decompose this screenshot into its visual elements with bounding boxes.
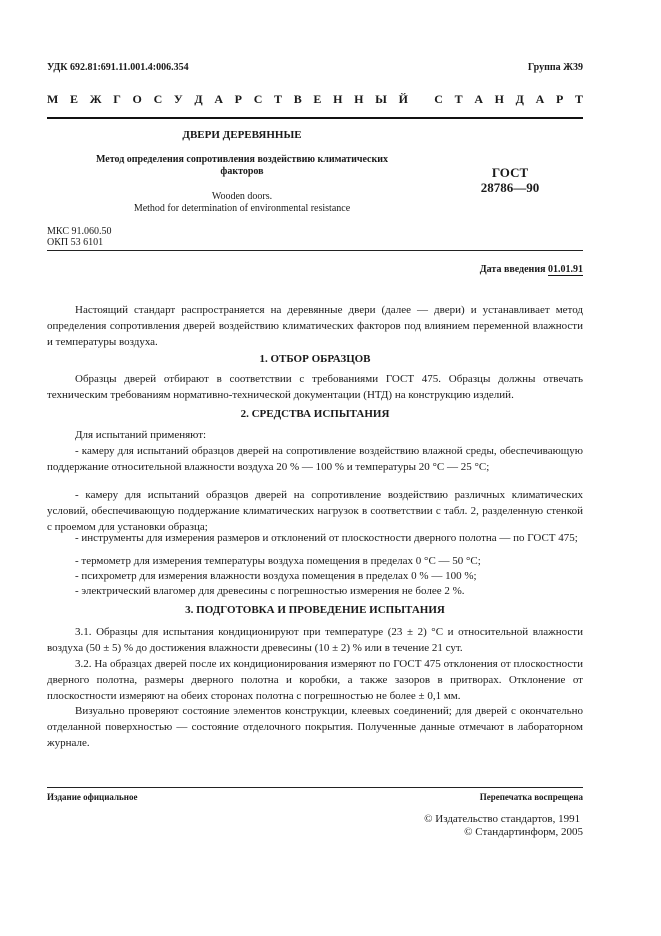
banner-letter: Ж xyxy=(89,92,102,106)
classification-codes xyxy=(47,226,111,248)
intro-paragraph: Настоящий стандарт распространяется на деревянные двери (далее — двери) и устанавливает метод определения сопротивления дверей воздействию климатических факторов под влиянием переменной влажности и температуры воздуха. xyxy=(47,304,583,348)
date-value: 01.01.91 xyxy=(548,264,583,275)
banner-letter: Е xyxy=(313,92,322,106)
banner-letter: У xyxy=(173,92,183,106)
banner-letter: Г xyxy=(113,92,121,106)
udk-code: УДК 692.81:691.11.001.4:006.354 xyxy=(47,62,189,73)
page-header xyxy=(47,62,583,76)
banner-letter: А xyxy=(474,92,483,106)
equipment-item: - психрометр для измерения влажности воздуха помещения в пределах 0 % — 100 %; xyxy=(75,570,477,582)
document-subtitle xyxy=(47,154,437,178)
banner-letter: Е xyxy=(70,92,79,106)
section-1-text: Образцы дверей отбирают в соответствии с требованиями ГОСТ 475. Образцы должны отвечать техническим требованиям нормативно-технической документации (НТД) на конструкцию изделий. xyxy=(47,373,583,401)
banner-letter: Р xyxy=(555,92,564,106)
equipment-item: - инструменты для измерения размеров и отклонений от плоскостности дверного полотна — по ГОСТ 475; xyxy=(75,532,578,544)
footer-rule xyxy=(47,787,583,788)
banner-letter: О xyxy=(132,92,142,106)
section-3-paragraph-3: Визуально проверяют состояние элементов конструкции, клеевых соединений; для дверей с окончательно отделанной поверхностью — состояние отделочного покрытия. Полученные данные отмечают в лабораторном журнале. xyxy=(47,705,583,749)
section-3-paragraph-1: 3.1. Образцы для испытания кондиционируют при температуре (23 ± 2) °С и относительной влажности воздуха (50 ± 5) % до достижения влажности древесины (10 ± 2) % или в течение 21 сут. xyxy=(47,626,583,654)
section-2-intro: Для испытаний применяют: xyxy=(75,429,207,441)
english-title-line-2: Method for determination of environmental resistance xyxy=(133,203,351,214)
banner-letter: Д xyxy=(194,92,203,106)
banner-letter: А xyxy=(535,92,545,106)
banner-letter: А xyxy=(214,92,223,106)
copyright-line-1: © Издательство стандартов, 1991 xyxy=(424,813,581,825)
gost-label: ГОСТ xyxy=(491,165,529,180)
banner-letter: В xyxy=(293,92,302,106)
classification-rule xyxy=(47,250,583,251)
reprint-prohibited-label: Перепечатка воспрещена xyxy=(479,792,583,802)
equipment-item: - камеру для испытаний образцов дверей на сопротивление воздействию различных климатических условий, обеспечивающую поддержание климатических нагрузок в соответствии с табл. 2, разделенную стенкой с проемом для установки образца; xyxy=(47,489,583,533)
banner-letter: Н xyxy=(333,92,343,106)
banner-letter: С xyxy=(434,92,443,106)
banner-letter: Т xyxy=(274,92,283,106)
introduction-date xyxy=(480,264,583,275)
section-3-title: 3. ПОДГОТОВКА И ПРОВЕДЕНИЕ ИСПЫТАНИЯ xyxy=(185,604,445,616)
subtitle-line-1: Метод определения сопротивления воздействию климатических xyxy=(96,154,388,165)
equipment-item: - термометр для измерения температуры воздуха помещения в пределах 0 °С — 50 °С; xyxy=(75,555,481,567)
banner-letter: Н xyxy=(494,92,504,106)
english-title xyxy=(47,191,437,215)
section-1-title: 1. ОТБОР ОБРАЗЦОВ xyxy=(259,353,371,365)
banner-letter: Н xyxy=(354,92,364,106)
section-3-paragraph-2: 3.2. На образцах дверей после их кондиционирования измеряют по ГОСТ 475 отклонения от плоскостности дверного полотна, размеры дверного полотна и коробки, а также зазоров в притворах. Отклонение от плоскостности измеряют на обеих сторонах полотна с погрешностью не более ± 0,1 мм. xyxy=(47,658,583,702)
banner-gap xyxy=(420,92,423,110)
gost-code: 28786—90 xyxy=(480,180,540,195)
official-edition-label: Издание официальное xyxy=(47,792,138,802)
banner-letter: М xyxy=(47,92,59,106)
okp-code: ОКП 53 6101 xyxy=(47,237,104,248)
banner-letter: Т xyxy=(574,92,583,106)
banner-letter: Т xyxy=(454,92,463,106)
date-label: Дата введения xyxy=(479,264,546,275)
copyright-block xyxy=(424,813,583,839)
group-code: Группа Ж39 xyxy=(527,62,583,73)
document-title: ДВЕРИ ДЕРЕВЯННЫЕ xyxy=(182,129,302,141)
section-2-title: 2. СРЕДСТВА ИСПЫТАНИЯ xyxy=(240,408,390,420)
equipment-item: - камеру для испытаний образцов дверей на сопротивление воздействию влажной среды, обеспечивающую поддержание относительной влажности воздуха 20 % — 100 % и температуры 20 °С — 25 °С; xyxy=(47,445,583,473)
copyright-line-2: © Стандартинформ, 2005 xyxy=(464,826,583,838)
interstate-standard-banner xyxy=(47,92,583,110)
gost-number xyxy=(440,165,580,195)
banner-letter: Й xyxy=(398,92,408,106)
banner-letter: С xyxy=(153,92,163,106)
banner-letter: Ы xyxy=(375,92,387,106)
header-rule xyxy=(47,117,583,119)
banner-letter: Р xyxy=(234,92,243,106)
banner-letter: Д xyxy=(515,92,524,106)
equipment-item: - электрический влагомер для древесины с погрешностью измерения не более 2 %. xyxy=(75,585,465,597)
subtitle-line-2: факторов xyxy=(220,166,264,177)
mks-code: МКС 91.060.50 xyxy=(47,226,112,237)
english-title-line-1: Wooden doors. xyxy=(211,191,273,202)
banner-letter: С xyxy=(253,92,263,106)
